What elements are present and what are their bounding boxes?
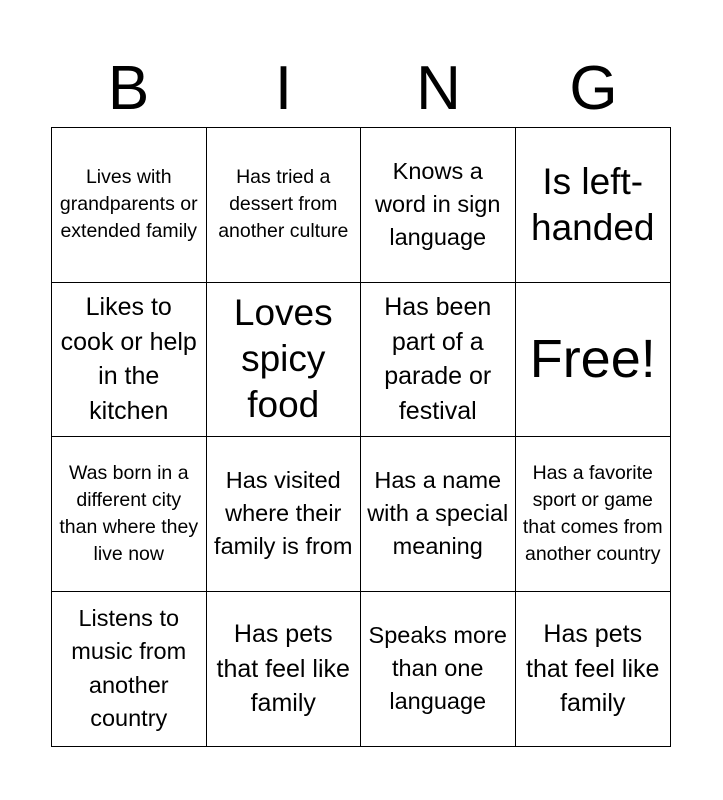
bingo-cell-r2c1[interactable] <box>52 283 207 438</box>
cell-label: Likes to cook or help in the kitchen <box>60 293 197 425</box>
bingo-cell-r3c4[interactable] <box>516 437 671 592</box>
cell-label: Listens to music from another country <box>71 605 187 732</box>
bingo-cell-r4c2[interactable] <box>207 592 362 747</box>
cell-label: Was born in a different city than where they live now <box>59 461 199 565</box>
bingo-cell-r3c2[interactable] <box>207 437 362 592</box>
cell-label: Loves spicy food <box>233 291 333 426</box>
cell-label: Knows a word in sign language <box>375 157 501 251</box>
cell-label: Has a favorite sport or game that comes from another country <box>522 461 663 565</box>
cell-label: Has a name with a special meaning <box>367 466 509 560</box>
bingo-cell-r4c3[interactable] <box>361 592 516 747</box>
bingo-cell-r4c1[interactable] <box>52 592 207 747</box>
cell-label: Has pets that feel like family <box>526 620 660 717</box>
free-space-label: Free! <box>529 328 656 389</box>
header-letter-n: N <box>416 54 461 123</box>
bingo-header <box>51 50 671 128</box>
bingo-cell-r2c2[interactable] <box>207 283 362 438</box>
cell-label: Is left-handed <box>531 160 655 248</box>
cell-label: Has pets that feel like family <box>216 620 350 717</box>
bingo-cell-r1c3[interactable] <box>361 128 516 283</box>
bingo-cell-r1c2[interactable] <box>207 128 362 283</box>
bingo-cell-r4c4[interactable] <box>516 592 671 747</box>
cell-label: Has visited where their family is from <box>214 466 353 560</box>
bingo-cell-r3c3[interactable] <box>361 437 516 592</box>
bingo-cell-r1c1[interactable] <box>52 128 207 283</box>
cell-label: Lives with grandparents or extended family <box>59 166 198 243</box>
bingo-cell-r2c3[interactable] <box>361 283 516 438</box>
header-letter-i: I <box>274 54 293 123</box>
cell-label: Has tried a dessert from another culture <box>218 166 349 243</box>
header-letter-b: B <box>107 54 150 123</box>
bingo-cell-r3c1[interactable] <box>52 437 207 592</box>
bingo-cell-free-space[interactable] <box>516 283 671 438</box>
header-letter-g: G <box>569 54 618 123</box>
bingo-cell-r1c4[interactable] <box>516 128 671 283</box>
bingo-board <box>51 127 671 747</box>
cell-label: Has been part of a parade or festival <box>384 293 492 425</box>
cell-label: Speaks more than one language <box>368 621 507 715</box>
